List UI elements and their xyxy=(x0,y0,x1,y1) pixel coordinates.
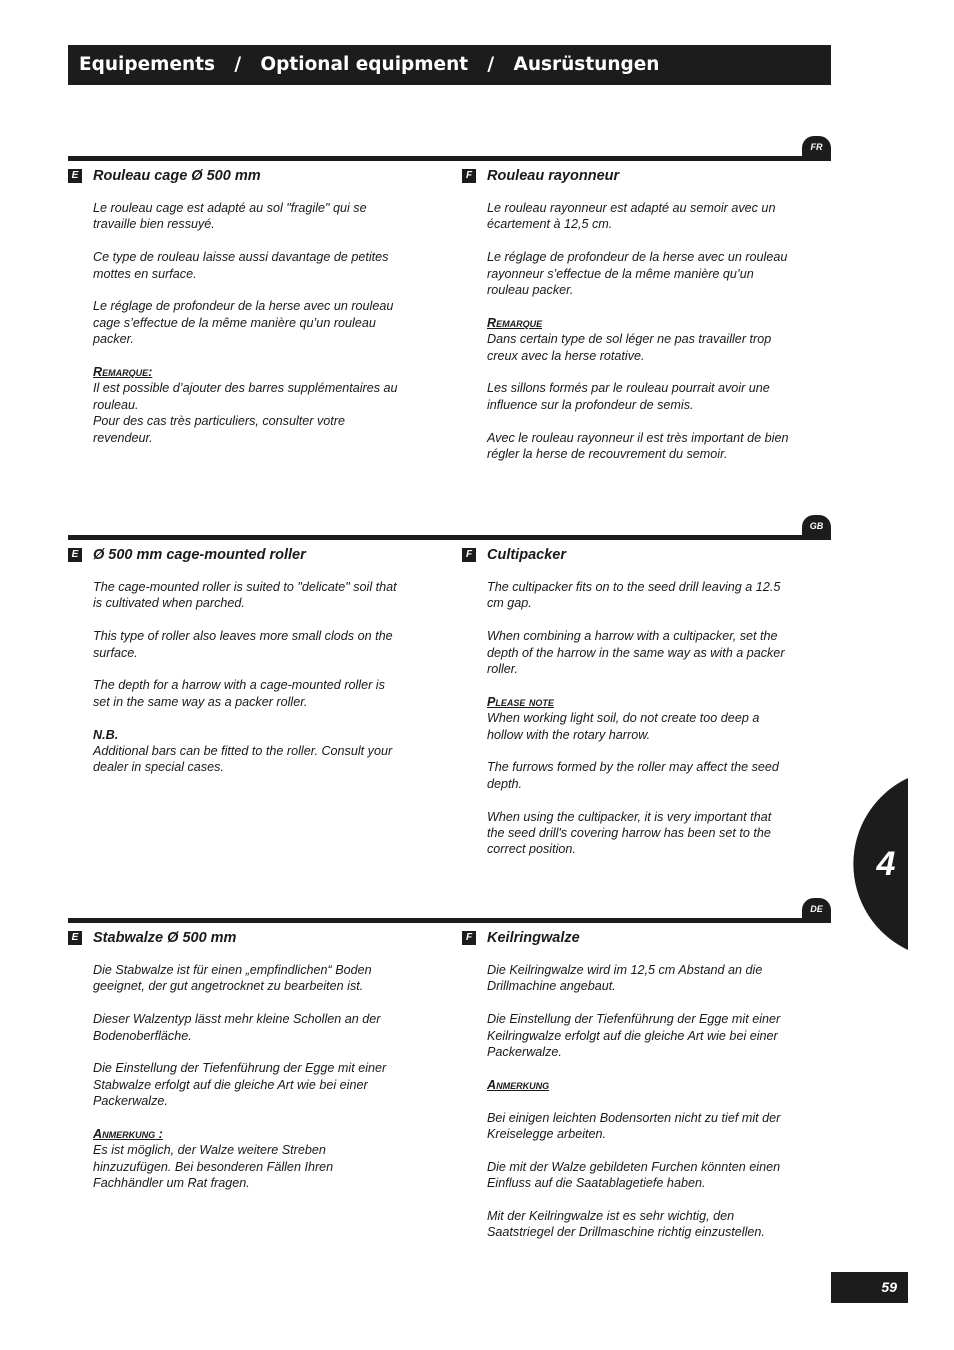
section-gb-right-column xyxy=(462,545,792,874)
paragraph: When combining a harrow with a cultipacker, set the depth of the harrow in the same way as with a packer roller. xyxy=(487,629,785,677)
note-paragraph: Bei einigen leichten Bodensorten nicht zu tief mit der Kreiselegge arbeiten. xyxy=(487,1110,781,1142)
paragraph: Die Stabwalze ist für einen „empfindlichen“ Boden geeignet, der gut angetrocknet zu bearbeiten ist. xyxy=(93,963,372,994)
paragraph: This type of roller also leaves more small clods on the surface. xyxy=(93,629,393,660)
section-fr-left-column xyxy=(68,166,398,446)
chapter-tab xyxy=(852,778,908,950)
section-rule-fr xyxy=(68,156,831,161)
section-title: Ø 500 mm cage-mounted roller xyxy=(93,547,306,563)
paragraph: Le réglage de profondeur de la herse avec un rouleau cage s’effectue de la même manière qu’un rouleau packer. xyxy=(93,299,394,347)
paragraph: The cultipacker fits on to the seed drill leaving a 12.5 cm gap. xyxy=(487,580,781,611)
section-letter-e: E xyxy=(68,931,82,945)
section-letter-e: E xyxy=(68,169,82,183)
section-rule-gb xyxy=(68,535,831,540)
section-rule-de xyxy=(68,918,831,923)
paragraph: The cage-mounted roller is suited to "delicate" soil that is cultivated when parched. xyxy=(93,580,397,611)
note-label: Anmerkung xyxy=(487,1077,550,1092)
note-line: Il est possible d’ajouter des barres supplémentaires au rouleau. xyxy=(93,381,398,412)
section-letter-f: F xyxy=(462,548,476,562)
section-letter-f: F xyxy=(462,169,476,183)
section-fr-right-column xyxy=(462,166,792,479)
section-gb-left-column xyxy=(68,545,398,776)
paragraph: The depth for a harrow with a cage-mounted roller is set in the same way as a packer roller. xyxy=(93,678,385,709)
paragraph: Die Keilringwalze wird im 12,5 cm Abstand an die Drillmachine angebaut. xyxy=(487,963,763,994)
paragraph: Dieser Walzentyp lässt mehr kleine Schollen an der Bodenoberfläche. xyxy=(93,1012,381,1043)
note-paragraph: Avec le rouleau rayonneur il est très important de bien régler la herse de recouvrement du semoir. xyxy=(487,430,789,462)
note-paragraph: Mit der Keilringwalze ist es sehr wichtig, den Saatstriegel der Drillmaschine richtig einzustellen. xyxy=(487,1209,765,1240)
note-label: Please note xyxy=(487,694,554,709)
section-letter-e: E xyxy=(68,548,82,562)
language-badge-gb: GB xyxy=(802,515,831,539)
language-badge-de: DE xyxy=(802,898,831,922)
note-line: Pour des cas très particuliers, consulter votre revendeur. xyxy=(93,414,345,445)
chapter-number: 4 xyxy=(876,845,896,883)
page-number: 59 xyxy=(831,1272,908,1303)
note-paragraph: Die mit der Walze gebildeten Furchen könnten einen Einfluss auf die Saatablagetiefe haben. xyxy=(487,1159,781,1191)
language-badge-fr: FR xyxy=(802,136,831,160)
note-paragraph: The furrows formed by the roller may affect the seed depth. xyxy=(487,760,779,791)
note-label: N.B. xyxy=(93,727,119,742)
note-line: Es ist möglich, der Walze weitere Streben hinzuzufügen. Bei besonderen Fällen Ihren Fachhändler um Rat fragen. xyxy=(93,1143,334,1191)
section-title: Stabwalze Ø 500 mm xyxy=(93,930,237,946)
section-title: Cultipacker xyxy=(487,547,566,563)
page-header: Equipements / Optional equipment / Ausrüstungen xyxy=(68,45,831,85)
paragraph: Le rouleau cage est adapté au sol "fragile" qui se travaille bien ressuyé. xyxy=(93,201,367,232)
paragraph: Le réglage de profondeur de la herse avec un rouleau rayonneur s’effectue de la même manière qu’un rouleau packer. xyxy=(487,250,788,298)
note-paragraph: When working light soil, do not create too deep a hollow with the rotary harrow. xyxy=(487,711,760,742)
section-title: Keilringwalze xyxy=(487,930,580,946)
note-paragraph: Les sillons formés par le rouleau pourrait avoir une influence sur la profondeur de semis. xyxy=(487,381,770,412)
note-label: Remarque xyxy=(487,315,543,330)
paragraph: Le rouleau rayonneur est adapté au semoir avec un écartement à 12,5 cm. xyxy=(487,201,776,232)
note-line: Additional bars can be fitted to the roller. Consult your dealer in special cases. xyxy=(93,744,393,775)
section-title: Rouleau rayonneur xyxy=(487,168,620,184)
note-paragraph: When using the cultipacker, it is very important that the seed drill's covering harrow has been set to the correct position. xyxy=(487,809,772,857)
section-title: Rouleau cage Ø 500 mm xyxy=(93,168,261,184)
section-letter-f: F xyxy=(462,931,476,945)
section-de-right-column xyxy=(462,928,792,1257)
paragraph: Die Einstellung der Tiefenführung der Egge mit einer Stabwalze erfolgt auf die gleiche Art wie bei einer Packerwalze. xyxy=(93,1061,387,1109)
paragraph: Ce type de rouleau laisse aussi davantage de petites mottes en surface. xyxy=(93,250,389,281)
note-label: Remarque: xyxy=(93,365,153,380)
note-label: Anmerkung : xyxy=(93,1127,163,1142)
paragraph: Die Einstellung der Tiefenführung der Egge mit einer Keilringwalze erfolgt auf die gleiche Art wie bei einer Packerwalze. xyxy=(487,1012,781,1060)
note-paragraph: Dans certain type de sol léger ne pas travailler trop creux avec la herse rotative. xyxy=(487,332,772,363)
section-de-left-column xyxy=(68,928,398,1192)
